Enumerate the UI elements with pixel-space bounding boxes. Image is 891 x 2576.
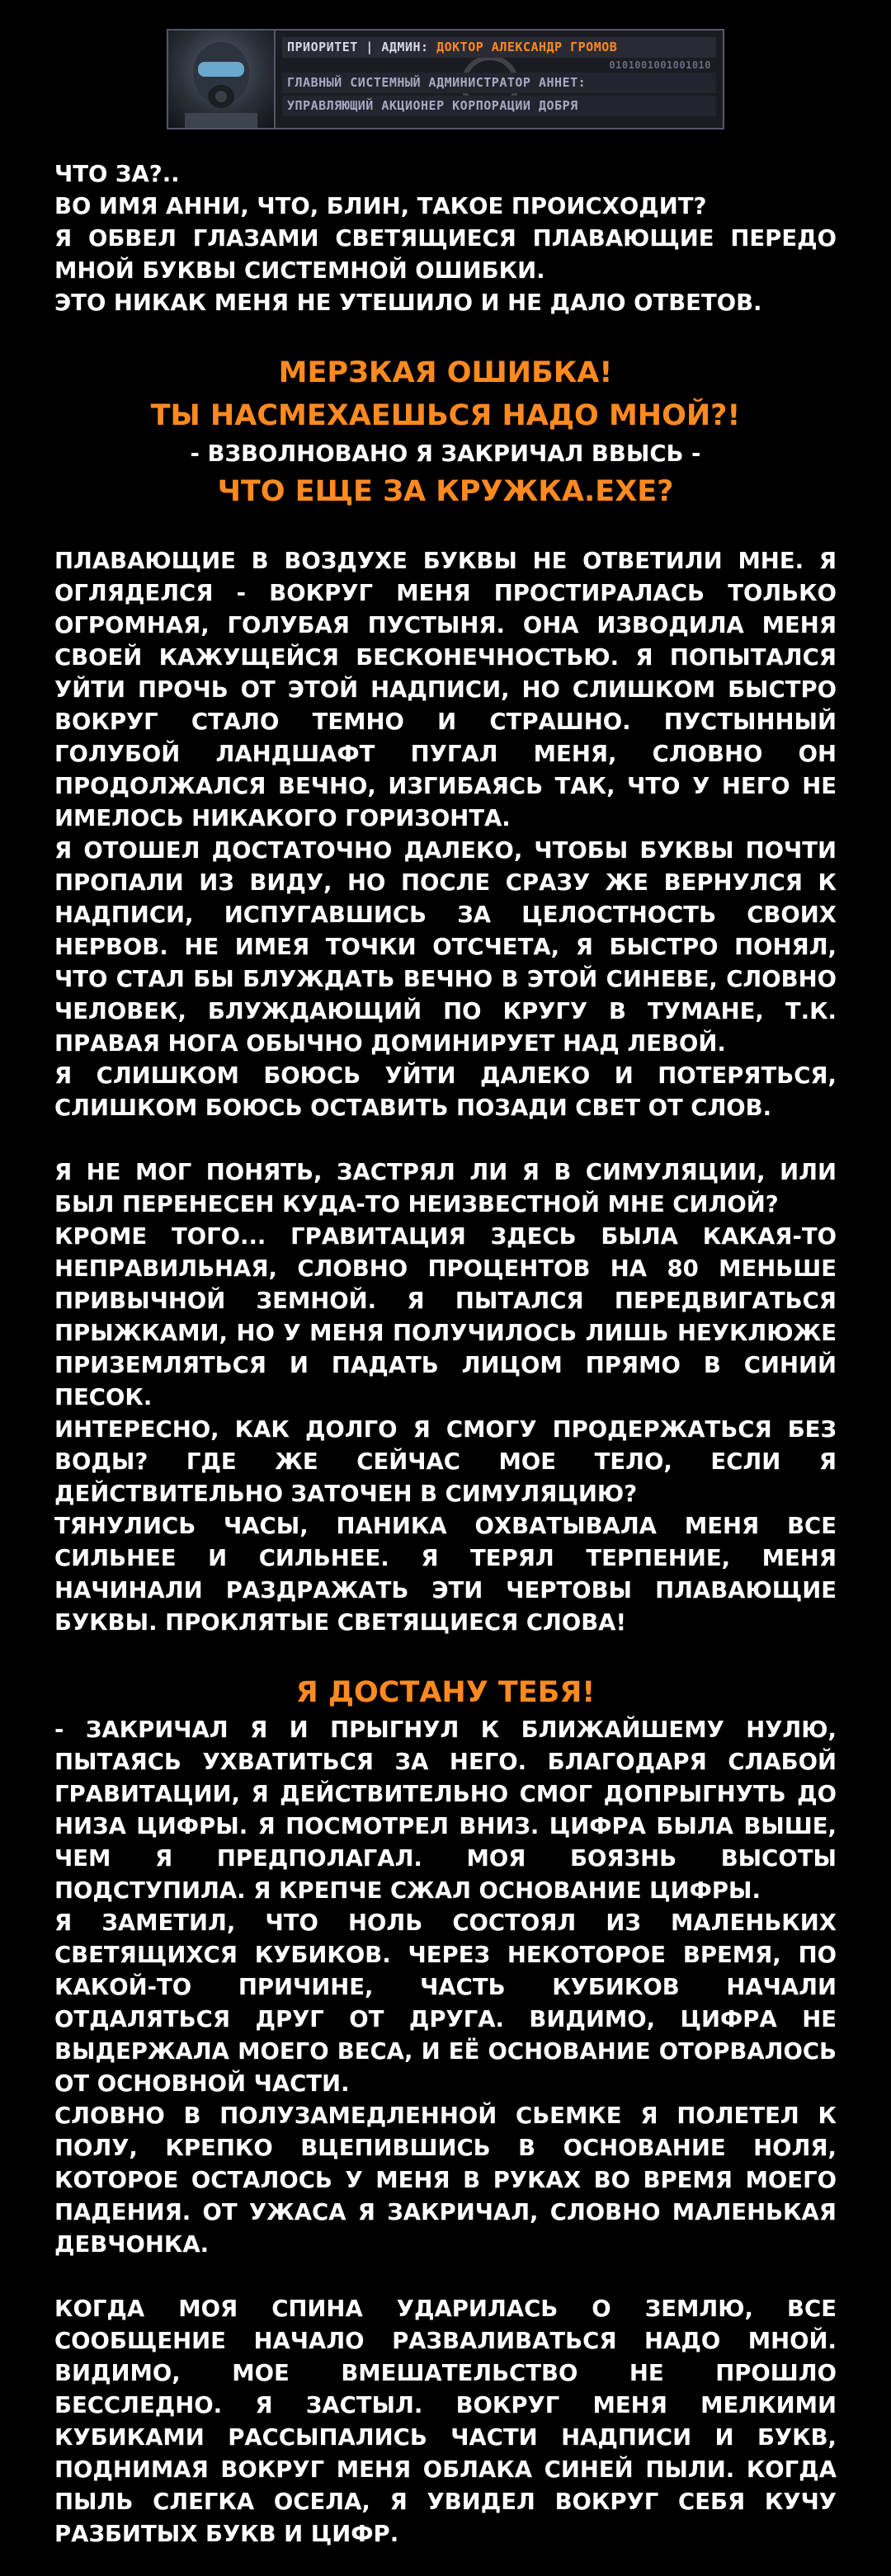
paragraph: ЧТО ЗА?..	[54, 161, 180, 187]
paragraph: ТЯНУЛИСЬ ЧАСЫ, ПАНИКА ОХВАТЫВАЛА МЕНЯ ВСЕ СИЛЬНЕЕ И СИЛЬНЕЕ. Я ТЕРЯЛ ТЕРПЕНИЕ, МЕНЯ НАЧИНАЛИ РАЗДРАЖАТЬ ЭТИ ЧЕРТОВЫ ПЛАВАЮЩИЕ БУКВЫ. ПРОКЛЯТЫЕ СВЕТЯЩИЕСЯ СЛОВА!	[54, 1513, 837, 1636]
paragraph: КРОМЕ ТОГО... ГРАВИТАЦИЯ ЗДЕСЬ БЫЛА КАКАЯ-ТО НЕПРАВИЛЬНАЯ, СЛОВНО ПРОЦЕНТОВ НА 80 МЕНЬШЕ ПРИВЫЧНОЙ ЗЕМНОЙ. Я ПЫТАЛСЯ ПЕРЕДВИГАТЬСЯ ПРЫЖКАМИ, НО У МЕНЯ ПОЛУЧИЛОСЬ ЛИШЬ НЕУКЛЮЖЕ ПРИЗЕМЛЯТЬСЯ И ПАДАТЬ ЛИЦОМ ПРЯМО В СИНИЙ ПЕСОК.	[54, 1223, 837, 1410]
binary-code: 0101001001001010	[609, 59, 711, 71]
paragraph: СЛОВНО В ПОЛУЗАМЕДЛЕННОЙ СЬЕМКЕ Я ПОЛЕТЕЛ К ПОЛУ, КРЕПКО ВЦЕПИВШИСЬ В ОСНОВАНИЕ НОЛЯ, КОТОРОЕ ОСТАЛОСЬ У МЕНЯ В РУКАХ ВО ВРЕМЯ МОЕГО ПАДЕНИЯ. ОТ УЖАСА Я ЗАКРИЧАЛ, СЛОВНО МАЛЕНЬКАЯ ДЕВЧОНКА.	[54, 2103, 837, 2258]
banner-line-shareholder: УПРАВЛЯЮЩИЙ АКЦИОНЕР КОРПОРАЦИИ ДОБРЯ	[282, 96, 716, 116]
paragraph: КОГДА МОЯ СПИНА УДАРИЛАСЬ О ЗЕМЛЮ, ВСЕ СООБЩЕНИЕ НАЧАЛО РАЗВАЛИВАТЬСЯ НАДО МНОЙ. ВИДИМО, МОЕ ВМЕШАТЕЛЬСТВО НЕ ПРОШЛО БЕССЛЕДНО. Я ЗАСТЫЛ. ВОКРУГ МЕНЯ МЕЛКИМИ КУБИКАМИ РАССЫПАЛИСЬ ЧАСТИ НАДПИСИ И БУКВ, ПОДНИМАЯ ВОКРУГ МЕНЯ ОБЛАКА СИНЕЙ ПЫЛИ. КОГДА ПЫЛЬ СЛЕГКА ОСЕЛА, Я УВИДЕЛ ВОКРУГ СЕБЯ КУЧУ РАЗБИТЫХ БУКВ И ЦИФР.	[54, 2296, 837, 2547]
spacer	[54, 2261, 837, 2293]
gasmask-avatar-icon	[168, 31, 276, 128]
paragraph: Я ОБВЕЛ ГЛАЗАМИ СВЕТЯЩИЕСЯ ПЛАВАЮЩИЕ ПЕРЕДО МНОЙ БУКВЫ СИСТЕМНОЙ ОШИБКИ.	[54, 225, 837, 284]
shout-heading: ЧТО ЕЩЕ ЗА КРУЖКА.EXE?	[217, 475, 674, 508]
banner-text	[282, 37, 716, 116]
priority-label: ПРИОРИТЕТ | АДМИН:	[287, 40, 429, 54]
shout-heading: ТЫ НАСМЕХАЕШЬСЯ НАДО МНОЙ?!	[150, 399, 741, 432]
story-text	[54, 158, 837, 2550]
banner-line-admin-title: ГЛАВНЫЙ СИСТЕМНЫЙ АДМИНИСТРАТОР АННЕТ:	[282, 73, 716, 93]
paragraph: - ЗАКРИЧАЛ Я И ПРЫГНУЛ К БЛИЖАЙШЕМУ НУЛЮ, ПЫТАЯСЬ УХВАТИТЬСЯ ЗА НЕГО. БЛАГОДАРЯ СЛАБОЙ ГРАВИТАЦИИ, Я ДЕЙСТВИТЕЛЬНО СМОГ ДОПРЫГНУТЬ ДО НИЗА ЦИФРЫ. Я ПОСМОТРЕЛ ВНИЗ. ЦИФРА БЫЛА ВЫШЕ, ЧЕМ Я ПРЕДПОЛАГАЛ. МОЯ БОЯЗНЬ ВЫСОТЫ ПОДСТУПИЛА. Я КРЕПЧЕ СЖАЛ ОСНОВАНИЕ ЦИФРЫ.	[54, 1717, 837, 1904]
author-banner	[167, 29, 724, 130]
dialogue-tag: - ВЗВОЛНОВАНО Я ЗАКРИЧАЛ ВВЫСЬ -	[190, 440, 701, 467]
paragraph: ПЛАВАЮЩИЕ В ВОЗДУХЕ БУКВЫ НЕ ОТВЕТИЛИ МНЕ. Я ОГЛЯДЕЛСЯ - ВОКРУГ МЕНЯ ПРОСТИРАЛАСЬ ТОЛЬКО ОГРОМНАЯ, ГОЛУБАЯ ПУСТЫНЯ. ОНА ИЗВОДИЛА МЕНЯ СВОЕЙ КАЖУЩЕЙСЯ БЕСКОНЕЧНОСТЬЮ. Я ПОПЫТАЛСЯ УЙТИ ПРОЧЬ ОТ ЭТОЙ НАДПИСИ, НО СЛИШКОМ БЫСТРО ВОКРУГ СТАЛО ТЕМНО И СТРАШНО. ПУСТЫННЫЙ ГОЛУБОЙ ЛАНДШАФТ ПУГАЛ МЕНЯ, СЛОВНО ОН ПРОДОЛЖАЛСЯ ВЕЧНО, ИЗГИБАЯСЬ ТАК, ЧТО У НЕГО НЕ ИМЕЛОСЬ НИКАКОГО ГОРИЗОНТА.	[54, 548, 837, 831]
paragraph: Я ОТОШЕЛ ДОСТАТОЧНО ДАЛЕКО, ЧТОБЫ БУКВЫ ПОЧТИ ПРОПАЛИ ИЗ ВИДУ, НО ПОСЛЕ СРАЗУ ЖЕ ВЕРНУЛСЯ К НАДПИСИ, ИСПУГАВШИСЬ ЗА ЦЕЛОСТНОСТЬ СВОИХ НЕРВОВ. НЕ ИМЕЯ ТОЧКИ ОТСЧЕТА, Я БЫСТРО ПОНЯЛ, ЧТО СТАЛ БЫ БЛУЖДАТЬ ВЕЧНО В ЭТОЙ СИНЕВЕ, СЛОВНО ЧЕЛОВЕК, БЛУЖДАЮЩИЙ ПО КРУГУ В ТУМАНЕ, Т.К. ПРАВАЯ НОГА ОБЫЧНО ДОМИНИРУЕТ НАД ЛЕВОЙ.	[54, 837, 837, 1057]
paragraph: Я СЛИШКОМ БОЮСЬ УЙТИ ДАЛЕКО И ПОТЕРЯТЬСЯ, СЛИШКОМ БОЮСЬ ОСТАВИТЬ ПОЗАДИ СВЕТ ОТ СЛОВ.	[54, 1062, 837, 1121]
paragraph: ЭТО НИКАК МЕНЯ НЕ УТЕШИЛО И НЕ ДАЛО ОТВЕТОВ.	[54, 290, 762, 316]
banner-priority-line	[282, 37, 716, 58]
paragraph: Я ЗАМЕТИЛ, ЧТО НОЛЬ СОСТОЯЛ ИЗ МАЛЕНЬКИХ СВЕТЯЩИХСЯ КУБИКОВ. ЧЕРЕЗ НЕКОТОРОЕ ВРЕМЯ, ПО КАКОЙ-ТО ПРИЧИНЕ, ЧАСТЬ КУБИКОВ НАЧАЛИ ОТДАЛЯТЬСЯ ДРУГ ОТ ДРУГА. ВИДИМО, ЦИФРА НЕ ВЫДЕРЖАЛА МОЕГО ВЕСА, И ЕЁ ОСНОВАНИЕ ОТОРВАЛОСЬ ОТ ОСНОВНОЙ ЧАСТИ.	[54, 1910, 837, 2097]
shout-heading: МЕРЗКАЯ ОШИБКА!	[278, 356, 613, 389]
paragraph: Я НЕ МОГ ПОНЯТЬ, ЗАСТРЯЛ ЛИ Я В СИМУЛЯЦИИ, ИЛИ БЫЛ ПЕРЕНЕСЕН КУДА-ТО НЕИЗВЕСТНОЙ МНЕ СИЛОЙ?	[54, 1159, 837, 1217]
shout-heading: Я ДОСТАНУ ТЕБЯ!	[295, 1676, 596, 1709]
spacer	[54, 513, 837, 545]
paragraph: ВО ИМЯ АННИ, ЧТО, БЛИН, ТАКОЕ ПРОИСХОДИТ?	[54, 193, 707, 219]
paragraph: ИНТЕРЕСНО, КАК ДОЛГО Я СМОГУ ПРОДЕРЖАТЬСЯ БЕЗ ВОДЫ? ГДЕ ЖЕ СЕЙЧАС МОЕ ТЕЛО, ЕСЛИ Я ДЕЙСТВИТЕЛЬНО ЗАТОЧЕН В СИМУЛЯЦИЮ?	[54, 1416, 837, 1507]
spacer	[54, 319, 837, 351]
admin-name: ДОКТОР АЛЕКСАНДР ГРОМОВ	[436, 40, 618, 54]
spacer	[54, 1124, 837, 1156]
spacer	[54, 1639, 837, 1671]
